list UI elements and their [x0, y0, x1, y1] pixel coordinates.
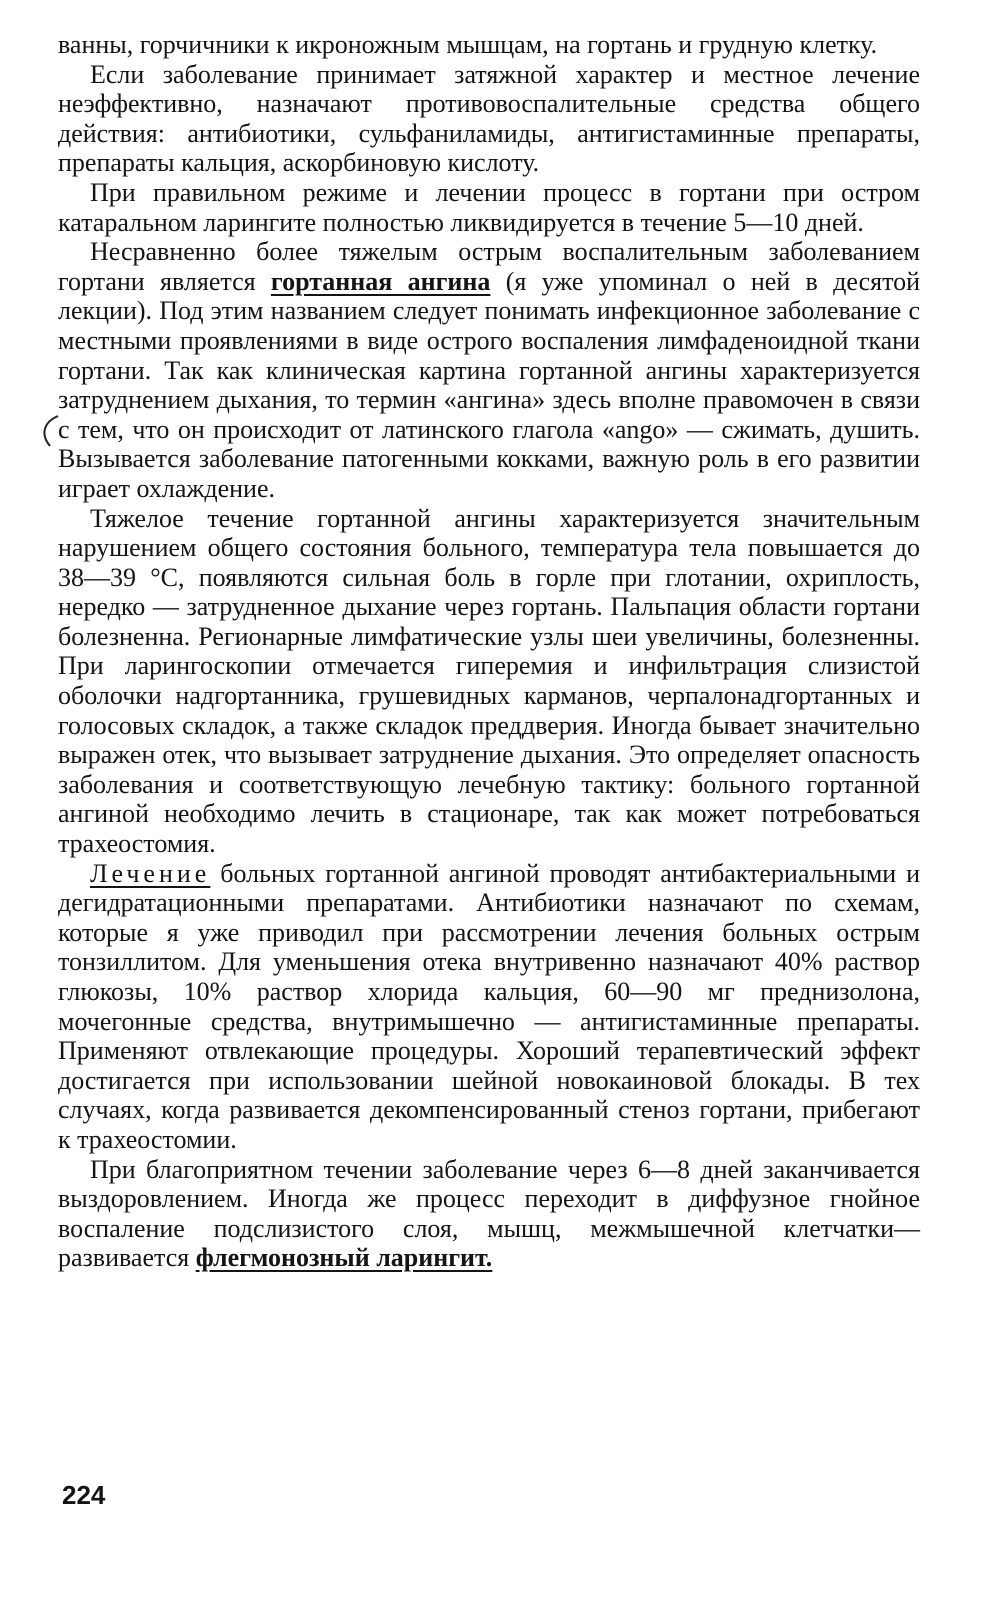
paragraph-5-text: Тяжелое течение гортанной ангины характеризуется значительным нарушением общего состояния больного, температура тела повышается до 38—39 °С, появляются сильная боль в горле при глотании, охриплость, нередко — затрудненное дыхание через гортань. Пальпация области гортани болезненна. Регионарные лимфатические узлы шеи увеличины, болезненны. При ларингоскопии отмечается гиперемия и инфильтрация слизистой оболочки надгортанника, грушевидных карманов, черпалонадгортанных и голосовых складок, а также складок преддверия. Иногда бывает значительно выражен отек, что вызывает затруднение дыхания. Это определяет опасность заболевания и соответствующую лечебную тактику: больного гортанной ангиной необходимо лечить в стационаре, так как может потребоваться трахеостомия. [58, 503, 920, 859]
paragraph-1-text: ванны, горчичники к икроножным мышцам, на гортань и грудную клетку. [58, 30, 878, 59]
paragraph-2-text: Если заболевание принимает затяжной характер и местное лечение неэффективно, назначают противовоспалительные средства общего действия: антибиотики, сульфаниламиды, антигистаминные препараты, препараты кальция, аскорбиновую кислоту. [58, 59, 920, 178]
paragraph-2 [58, 60, 920, 178]
handwritten-margin-bracket [36, 412, 66, 452]
paragraph-4-text-a: Несравненно более тяжелым острым воспалительным заболеванием гортани является [58, 237, 920, 296]
paragraph-3-text: При правильном режиме и лечении процесс в гортани при остром катаральном ларингите полностью ликвидируется в течение 5—10 дней. [58, 177, 920, 237]
paragraph-7 [58, 1155, 920, 1273]
term-phlegmonous-laryngitis: флегмонозный ларингит. [195, 1243, 493, 1273]
paragraph-1 [58, 30, 920, 60]
paragraph-6-text: больных гортанной ангиной проводят антибактериальными и дегидратационными препаратами. Антибиотики назначают по схемам, которые я уже приводил при рассмотрении лечения больных острым тонзиллитом. Для уменьшения отека внутривенно назначают 40% раствор глюкозы, 10% раствор хлорида кальция, 60—90 мг преднизолона, мочегонные средства, внутримышечно — антигистаминные препараты. Применяют отвлекающие процедуры. Хороший терапевтический эффект достигается при использовании шейной новокаиновой блокады. В тех случаях, когда развивается декомпенсированный стеноз гортани, прибегают к трахеостомии. [58, 858, 920, 1154]
page-number: 224 [62, 1480, 106, 1510]
paragraph-4-text-b: (я уже упоминал о ней в десятой лекции). Под этим названием следует понимать инфекционное заболевание с местными проявлениями в виде острого воспаления лимфаденоидной ткани гортани. Так как клиническая картина гортанной ангины характеризуется затруднением дыхания, то термин «ангина» здесь вполне правомочен в связи с тем, что он происходит от латинского глагола «ango» — сжимать, душить. Вызывается заболевание патогенными кокками, важную роль в его развитии играет охлаждение. [58, 266, 921, 503]
term-treatment: Лечение [90, 858, 211, 888]
paragraph-3 [58, 178, 920, 237]
paragraph-5 [58, 504, 920, 859]
paragraph-6 [58, 859, 920, 1155]
term-laryngeal-angina: гортанная ангина [270, 266, 491, 296]
paragraph-4 [58, 237, 920, 503]
text-column [58, 30, 920, 1273]
paragraph-7-text: При благоприятном течении заболевание через 6—8 дней заканчивается выздоровлением. Иногда же процесс переходит в диффузное гнойное воспаление подслизистого слоя, мышц, межмышечной клетчатки—развивается [58, 1154, 920, 1273]
